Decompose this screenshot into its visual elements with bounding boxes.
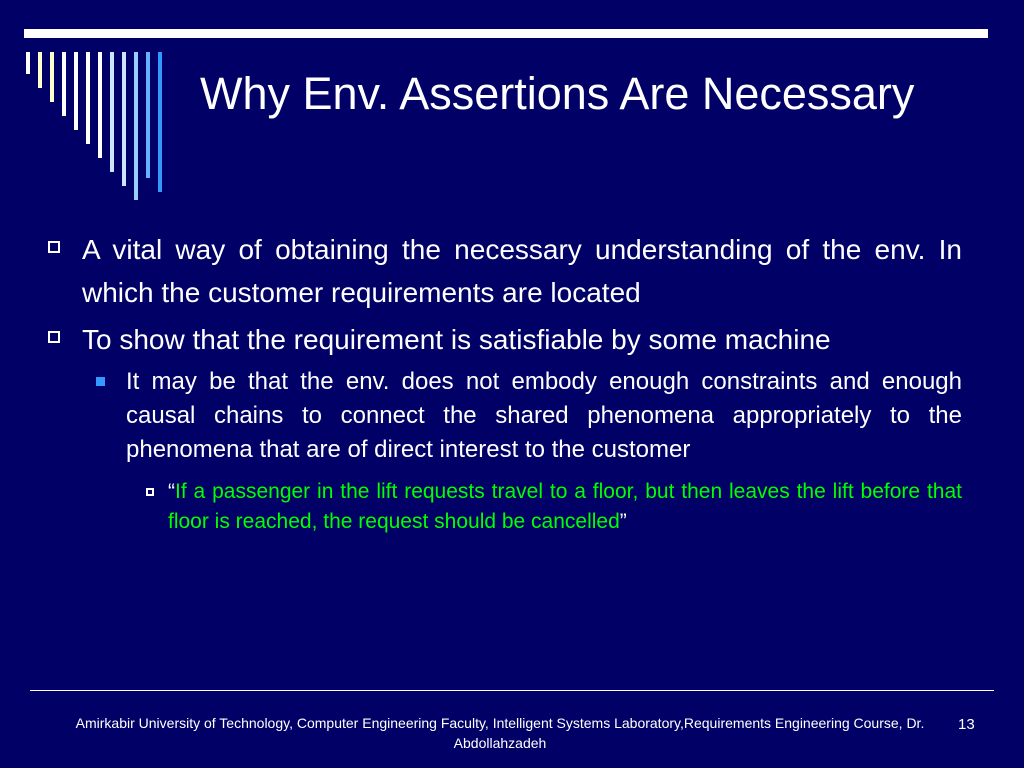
bottom-rule xyxy=(30,690,994,691)
small-hollow-square-bullet-icon xyxy=(146,488,154,496)
top-rule xyxy=(24,29,988,38)
slide-content xyxy=(40,228,962,537)
bullet-item xyxy=(40,228,962,314)
open-quote: “ xyxy=(168,480,175,503)
close-quote: ” xyxy=(619,510,627,533)
slide-footer: Amirkabir University of Technology, Computer Engineering Faculty, Intelligent Systems Laboratory,Requirements Engineering Course, Dr. Abdollahzadeh xyxy=(75,715,925,751)
sub-bullet-item xyxy=(126,365,962,467)
bullet-text: A vital way of obtaining the necessary understanding of the env. In which the customer requirements are located xyxy=(82,234,962,308)
quote-text: If a passenger in the lift requests travel to a floor, but then leaves the lift before that floor is reached, the request should be cancelled xyxy=(168,480,962,533)
decorative-stripes xyxy=(24,52,174,202)
filled-square-bullet-icon xyxy=(96,377,105,386)
hollow-square-bullet-icon xyxy=(48,331,60,343)
bullet-item xyxy=(40,318,962,361)
slide-title: Why Env. Assertions Are Necessary xyxy=(200,68,915,119)
sub-bullet-text: It may be that the env. does not embody enough constraints and enough causal chains to connect the shared phenomena appropriately to the phenomena that are of direct interest to the customer xyxy=(126,368,962,463)
quote-bullet-item xyxy=(168,477,962,537)
page-number: 13 xyxy=(958,716,975,733)
hollow-square-bullet-icon xyxy=(48,241,60,253)
bullet-text: To show that the requirement is satisfiable by some machine xyxy=(82,324,831,355)
